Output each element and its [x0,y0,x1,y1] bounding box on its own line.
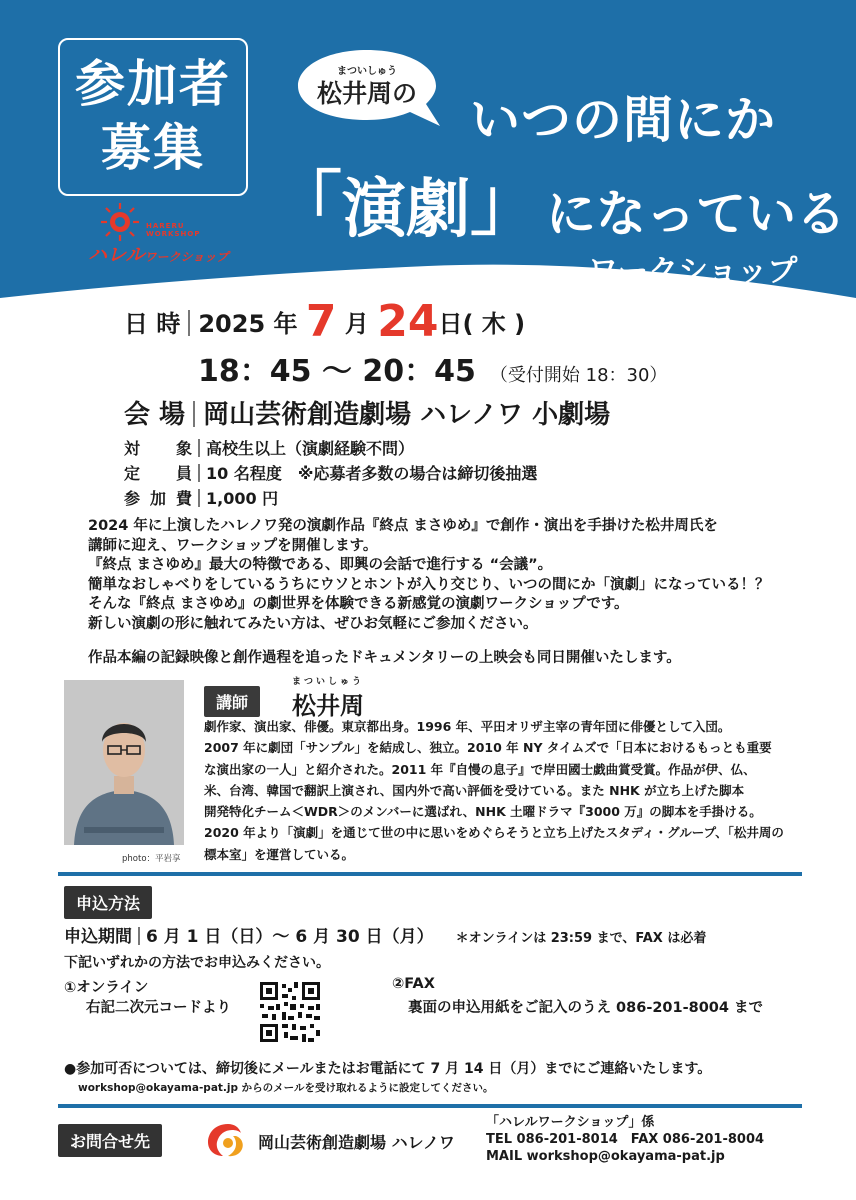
harenowa-logo [206,1122,466,1158]
logo-jp-text: ハレルワークショップ [88,244,229,266]
application-notice: ●参加可否については、締切後にメールまたはお電話にて 7 月 14 日（月）までにご連絡いたします。 [64,1061,712,1077]
capacity-row [124,461,537,484]
sun-logo-icon [100,202,140,242]
date-row: 日 時 2025 年 7 月 24日( 木 ) [124,296,526,347]
target-value: 高校生以上（演劇経験不問） [206,439,415,458]
application-tag: 申込方法 [64,886,152,919]
section-divider [58,1104,802,1108]
bio-line: 標本室」を運営している。 [204,846,355,862]
period-label: 申込期間 [64,927,132,947]
venue-name: 岡山芸術創造劇場 ハレノワ 小劇場 [203,400,611,430]
divider [198,464,200,482]
fee-row [124,486,278,509]
fee-label: 参加費 [124,489,192,508]
title-line2 [272,148,846,248]
photo-credit: photo：平岩享 [122,854,181,864]
description-line: 簡単なおしゃべりをしているうちにウソとホントが入り交じり、いつの間にか「演劇」になっている！？ [88,576,770,593]
date-label: 日 時 [124,310,181,338]
instructor-tag: 講師 [204,686,260,717]
divider [198,489,200,507]
title-line3: ワークショップ [588,254,798,289]
logo-en-text: HARERU WORKSHOP [146,222,201,238]
section-divider [58,872,802,876]
application-period [64,922,706,947]
hareru-workshop-logo [86,200,236,270]
bio-line: 2020 年より「演劇」を通じて世の中に思いをめぐらそうと立ち上げたスタディ・グループ、「松井周の [204,825,784,841]
description-line: 2024 年に上演したハレノワ発の演劇作品『終点 まさゆめ』で創作・演出を手掛けた松井周氏を [88,518,718,534]
qr-code-icon[interactable] [258,980,322,1044]
recruit-line1: 参加者 [75,55,231,113]
description-line: 『終点 まさゆめ』最大の特徴である、即興の会話で進行する “会議”。 [88,557,553,573]
contact-mail[interactable]: MAIL workshop@okayama-pat.jp [486,1149,725,1164]
description-line: 新しい演劇の形に触れてみたい方は、ぜひお気軽にご参加ください。 [88,615,538,632]
contact-tel-fax[interactable]: TEL 086-201-8014 FAX 086-201-8004 [486,1132,765,1147]
title-emph-1: 演 [342,173,406,247]
capacity-value: 10 名程度 ※応募者多数の場合は締切後抽選 [206,464,538,483]
reception-time: （受付開始 18：30） [489,365,668,386]
online-title: ①オンライン [64,980,149,996]
description [88,517,818,634]
time-row [198,346,667,390]
contact-info [486,1114,764,1165]
harenowa-logo-icon [206,1122,246,1158]
date-weekday: ( 木 ) [462,310,526,338]
bubble-name: 松井周の [316,79,417,108]
application-notice-email: workshop@okayama-pat.jp からのメールを受け取れるように設定してください。 [78,1082,494,1094]
instructor-photo [64,680,184,845]
contact-tag: お問合せ先 [58,1124,162,1157]
screening-note: 作品本編の記録映像と創作過程を追ったドキュメンタリーの上映会も同日開催いたします。 [88,650,681,666]
period-note: ＊オンラインは 23:59 まで、FAX は必着 [455,931,707,946]
application-how: 下記いずれかの方法でお申込みください。 [64,955,330,971]
fax-title: ②FAX [392,976,435,992]
date-day: 24 [377,296,439,347]
divider [188,310,190,336]
recruit-badge [58,38,248,196]
title-line2-rest: になっている [546,185,846,243]
bio-line: な演出家の一人」と紹介された。2011 年『自慢の息子』で岸田國士戯曲賞受賞。作品が伊、仏、 [204,761,756,777]
event-time: 18：45 〜 20：45 [198,354,476,389]
date-month: 7 [305,296,337,347]
title-emph-2: 劇 [406,173,470,247]
instructor-name: 松井周 [292,692,364,720]
fax-desc: 裏面の申込用紙をご記入のうえ 086-201-8004 まで [408,1000,764,1016]
bracket-open: 「 [272,163,342,245]
title-line1: いつの間にか [470,91,776,149]
bio-line: 劇作家、演出家、俳優。東京都出身。1996 年、平田オリザ主宰の青年団に俳優として入団。 [204,719,731,734]
harenowa-org-name: 岡山芸術創造劇場 ハレノワ [258,1133,455,1152]
bio-line: 開発特化チーム＜WDR＞のメンバーに選ばれ、NHK 土曜ドラマ『3000 万』の脚本を手掛ける。 [204,804,762,820]
bio-line: 米、台湾、韓国で翻訳上演され、国内外で高い評価を受けている。また NHK が立ち上げた脚本 [204,782,745,798]
venue-label: 会 場 [124,400,186,430]
description-line: そんな『終点 まさゆめ』の劇世界を体験できる新感覚の演劇ワークショップです。 [88,596,629,612]
speech-bubble [292,48,442,130]
capacity-label: 定員 [124,464,192,483]
recruit-line2: 募集 [101,119,205,177]
instructor-ruby: まついしゅう [292,677,365,687]
target-label: 対象 [124,439,192,458]
online-desc: 右記二次元コードより [86,1000,231,1016]
description-line: 講師に迎え、ワークショップを開催します。 [88,537,378,554]
date-year: 2025 年 [198,310,298,338]
contact-dept: 「ハレルワークショップ」係 [486,1115,655,1130]
venue-row [124,394,610,431]
target-row [124,436,414,459]
bio-line: 2007 年に劇団「サンプル」を結成し、独立。2010 年 NY タイムズで「日本におけるもっとも重要 [204,740,772,756]
period-value: 6 月 1 日（日）〜 6 月 30 日（月） [146,927,434,947]
divider [198,439,200,457]
bracket-close: 」 [470,163,540,245]
fee-value: 1,000 円 [206,489,279,508]
bubble-ruby: まついしゅう [337,66,397,77]
instructor-bio [204,716,804,865]
divider [193,401,195,427]
divider [138,927,140,945]
